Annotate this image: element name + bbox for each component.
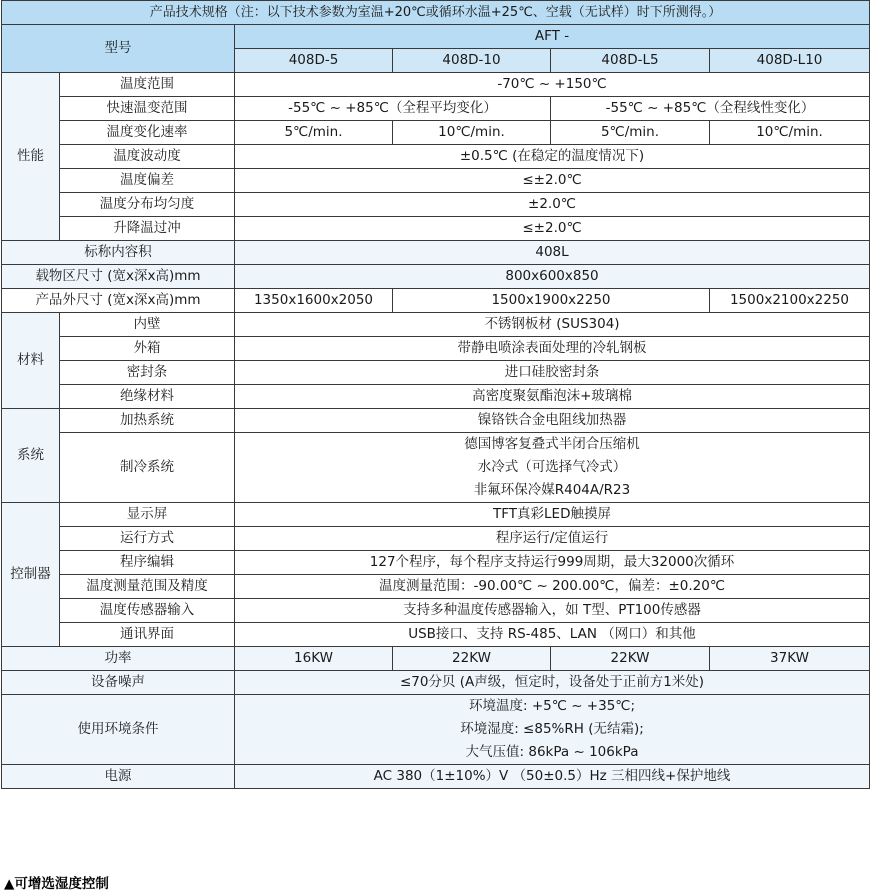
row-label: 载物区尺寸 (宽x深x高)mm: [2, 265, 235, 289]
row-label: 快速温变范围: [60, 97, 235, 121]
row-label: 温度偏差: [60, 169, 235, 193]
cooling-line: 非氟环保冷媒R404A/R23: [473, 482, 631, 498]
row-value: ±2.0℃: [235, 193, 870, 217]
row-value: ≤±2.0℃: [235, 217, 870, 241]
row-value: -70℃ ~ +150℃: [235, 73, 870, 97]
section-materials: 材料: [2, 313, 60, 409]
row-label: 升降温过冲: [60, 217, 235, 241]
row-value: ≤±2.0℃: [235, 169, 870, 193]
spec-table: [1, 0, 870, 789]
row-value: 127个程序，每个程序支持运行999周期，最大32000次循环: [235, 551, 870, 575]
row-label: 内壁: [60, 313, 235, 337]
environment-line: 环境温度: +5℃ ~ +35℃;: [469, 698, 635, 714]
row-value: 22KW: [551, 647, 710, 671]
cooling-system-value: [235, 433, 870, 503]
section-system: 系统: [2, 409, 60, 503]
row-label: 程序编辑: [60, 551, 235, 575]
row-value: 1350x1600x2050: [235, 289, 393, 313]
row-label: 制冷系统: [60, 433, 235, 503]
model-4: 408D-L10: [710, 49, 870, 73]
row-value: 不锈钢板材 (SUS304): [235, 313, 870, 337]
row-label: 产品外尺寸 (宽x深x高)mm: [2, 289, 235, 313]
table-caption: 产品技术规格（注：以下技术参数为室温+20℃或循环水温+25℃、空载（无试样）时下所测得。）: [2, 1, 870, 25]
row-value: 程序运行/定值运行: [235, 527, 870, 551]
row-label: 温度分布均匀度: [60, 193, 235, 217]
row-label: 温度测量范围及精度: [60, 575, 235, 599]
cooling-line: 水冷式（可选择气冷式）: [477, 459, 627, 475]
row-value: 37KW: [710, 647, 870, 671]
row-value: 5℃/min.: [551, 121, 710, 145]
row-value: 进口硅胶密封条: [235, 361, 870, 385]
row-value: 408L: [235, 241, 870, 265]
row-value: ±0.5℃ (在稳定的温度情况下): [235, 145, 870, 169]
row-value: 镍铬铁合金电阻线加热器: [235, 409, 870, 433]
row-label: 温度传感器输入: [60, 599, 235, 623]
model-1: 408D-5: [235, 49, 393, 73]
row-label: 电源: [2, 765, 235, 789]
row-value: ≤70分贝 (A声级，恒定时，设备处于正前方1米处): [235, 671, 870, 695]
row-label: 加热系统: [60, 409, 235, 433]
row-label: 设备噪声: [2, 671, 235, 695]
row-label: 使用环境条件: [2, 695, 235, 765]
row-label: 温度变化速率: [60, 121, 235, 145]
row-label: 温度范围: [60, 73, 235, 97]
model-label: 型号: [2, 25, 235, 73]
environment-line: 大气压值: 86kPa ~ 106kPa: [465, 744, 639, 760]
environment-value: [235, 695, 870, 765]
model-2: 408D-10: [393, 49, 551, 73]
row-label: 运行方式: [60, 527, 235, 551]
row-label: 绝缘材料: [60, 385, 235, 409]
row-value: 10℃/min.: [393, 121, 551, 145]
footnote: ▲可增选湿度控制: [4, 876, 109, 892]
row-value: 16KW: [235, 647, 393, 671]
section-performance: 性能: [2, 73, 60, 241]
model-3: 408D-L5: [551, 49, 710, 73]
row-value: -55℃ ~ +85℃（全程平均变化）: [235, 97, 551, 121]
row-value: 高密度聚氨酯泡沫+玻璃棉: [235, 385, 870, 409]
row-label: 显示屏: [60, 503, 235, 527]
row-value: 1500x2100x2250: [710, 289, 870, 313]
row-label: 标称内容积: [2, 241, 235, 265]
row-value: 800x600x850: [235, 265, 870, 289]
model-series: AFT -: [235, 25, 870, 49]
row-label: 外箱: [60, 337, 235, 361]
section-controller: 控制器: [2, 503, 60, 647]
row-value: 5℃/min.: [235, 121, 393, 145]
cooling-line: 德国博客复叠式半闭合压缩机: [464, 436, 640, 452]
row-value: 1500x1900x2250: [393, 289, 710, 313]
row-value: TFT真彩LED触摸屏: [235, 503, 870, 527]
row-value: 温度测量范围：-90.00℃ ~ 200.00℃，偏差：±0.20℃: [235, 575, 870, 599]
row-label: 温度波动度: [60, 145, 235, 169]
row-value: 带静电喷涂表面处理的冷轧钢板: [235, 337, 870, 361]
row-value: -55℃ ~ +85℃（全程线性变化）: [551, 97, 870, 121]
row-value: AC 380（1±10%）V （50±0.5）Hz 三相四线+保护地线: [235, 765, 870, 789]
row-value: 支持多种温度传感器输入，如 T型、PT100传感器: [235, 599, 870, 623]
row-value: 22KW: [393, 647, 551, 671]
row-value: 10℃/min.: [710, 121, 870, 145]
row-value: USB接口、支持 RS-485、LAN （网口）和其他: [235, 623, 870, 647]
row-label: 密封条: [60, 361, 235, 385]
row-label: 通讯界面: [60, 623, 235, 647]
row-label: 功率: [2, 647, 235, 671]
environment-line: 环境湿度: ≤85%RH (无结霜);: [460, 721, 644, 737]
